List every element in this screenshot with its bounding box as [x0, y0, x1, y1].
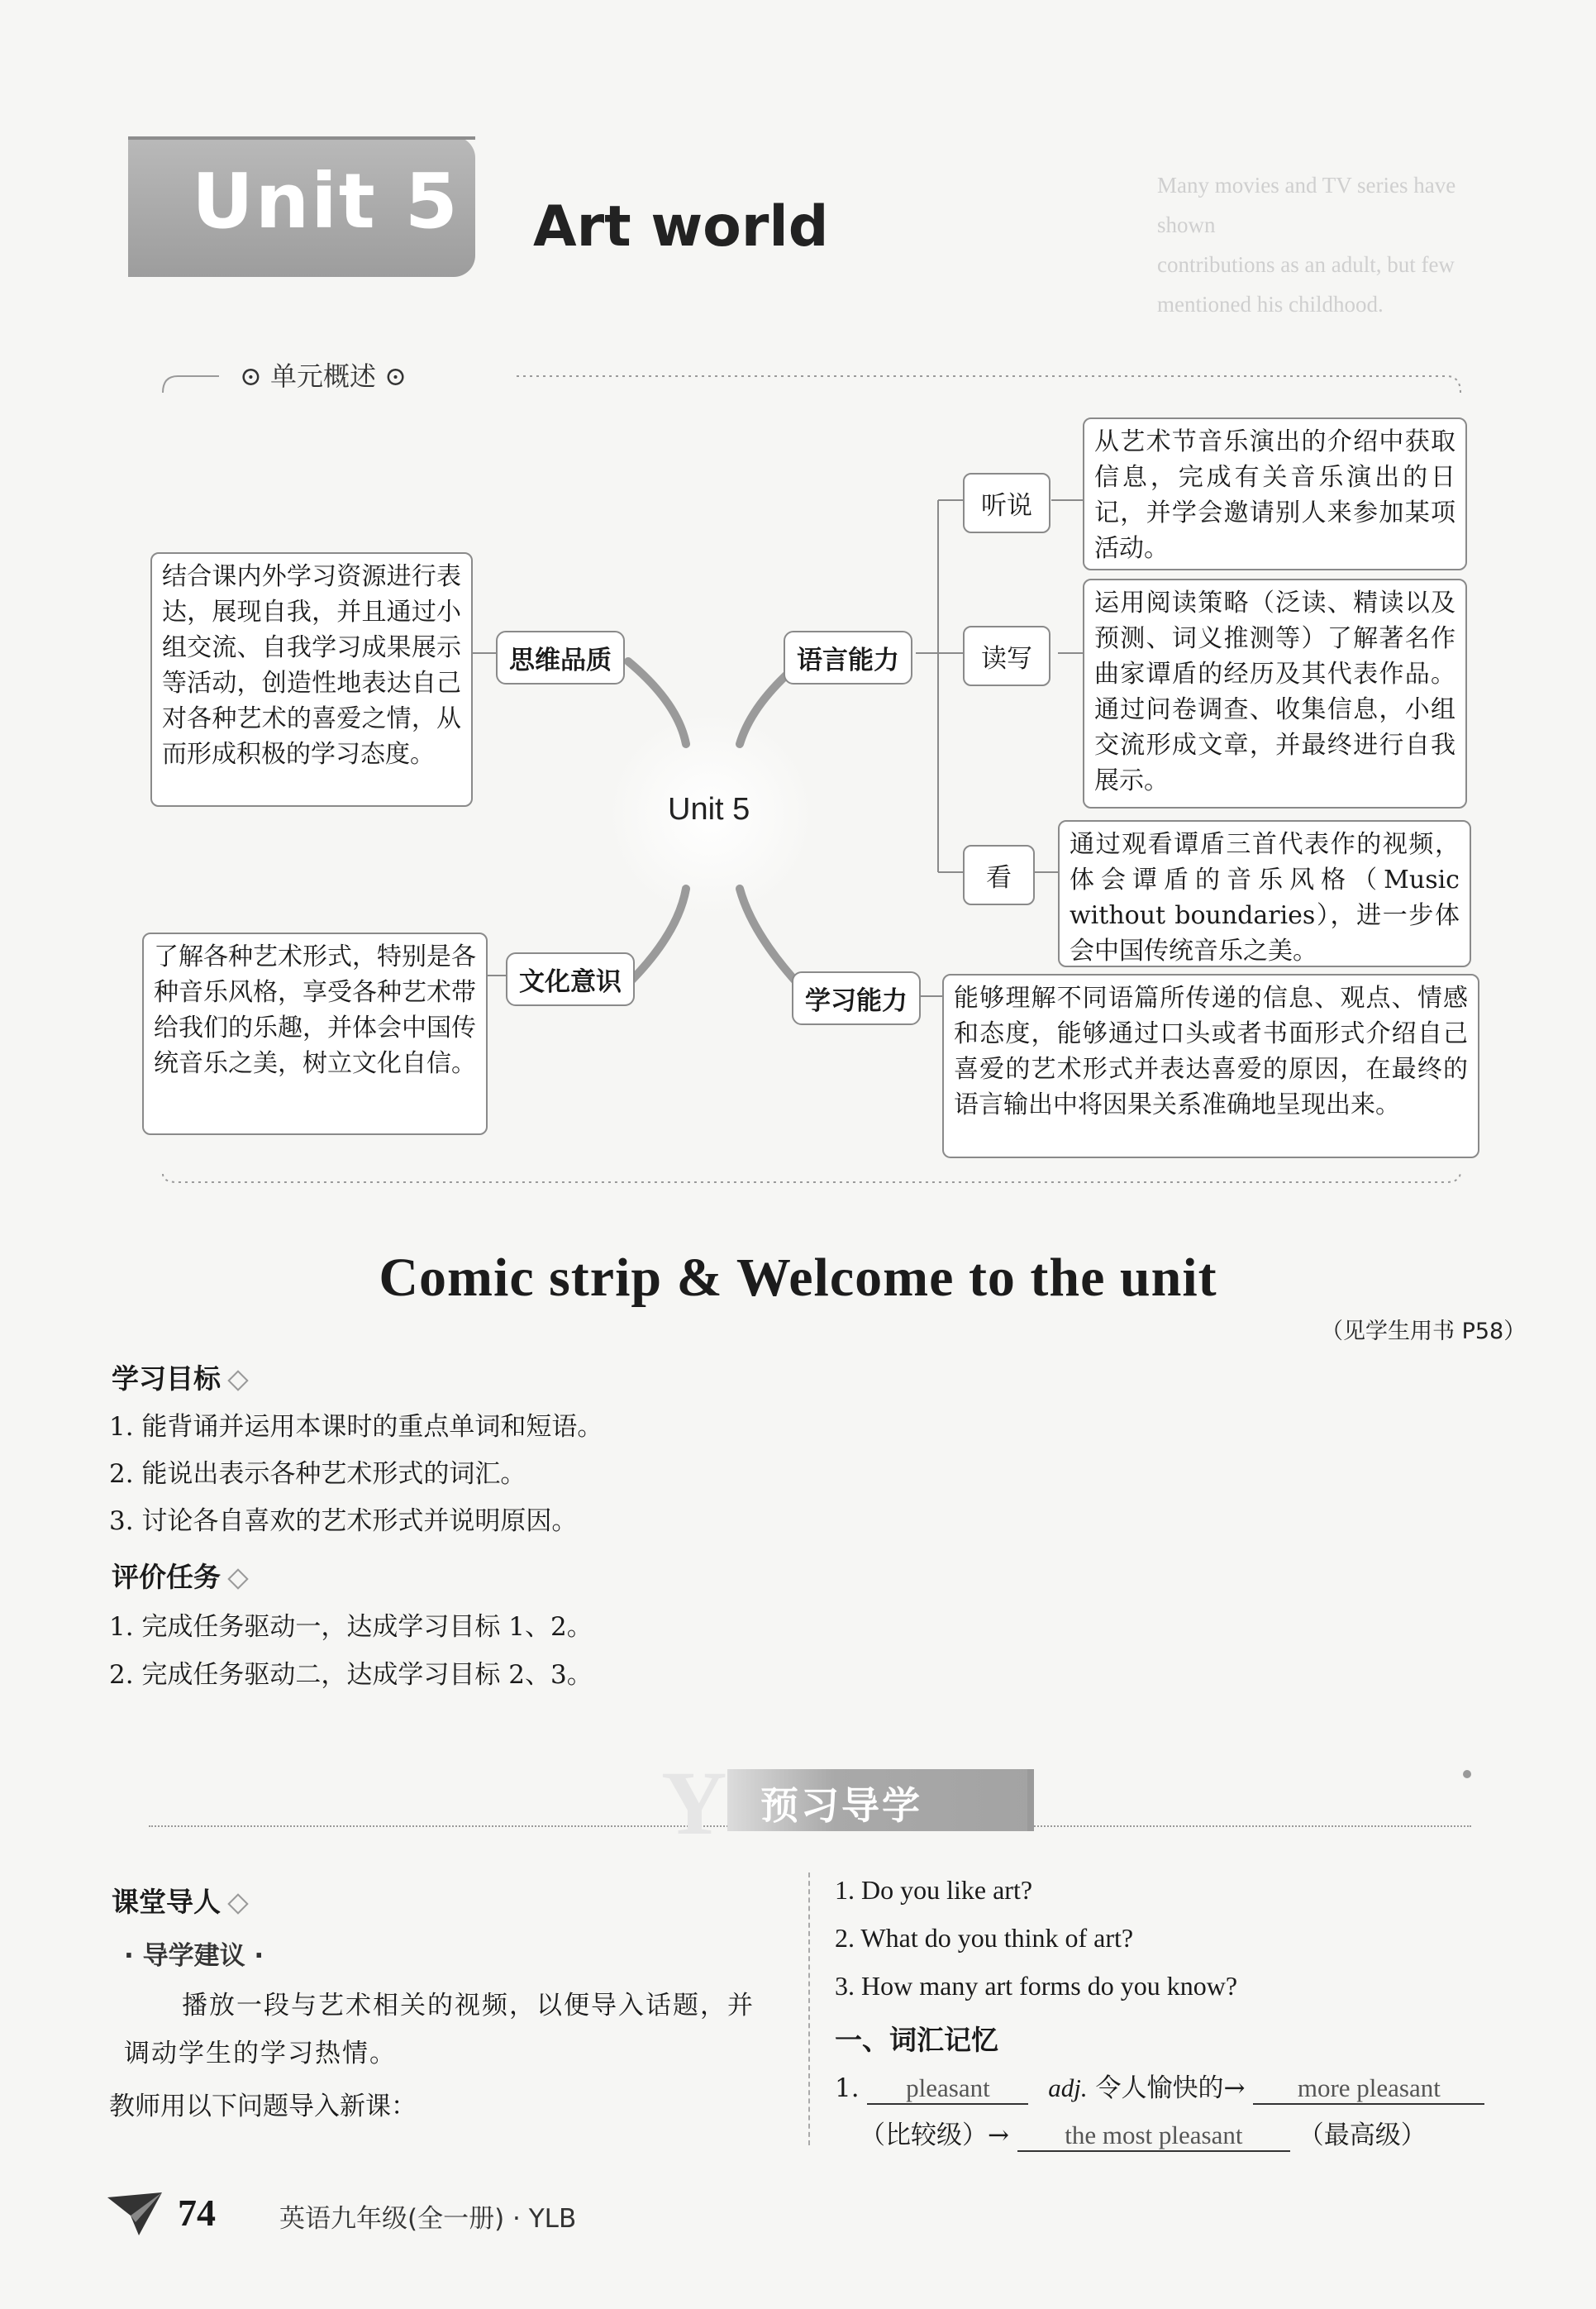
diamond-icon [227, 1893, 248, 1914]
banner-watermark-letter: Y [661, 1753, 727, 1853]
evaluation-tasks-heading: 评价任务 [112, 1556, 245, 1595]
banner-dot [1463, 1770, 1471, 1778]
task-item: 2. 完成任务驱动二，达成学习目标 2、3。 [109, 1660, 593, 1690]
reading-writing-box: 运用阅读策略（泛读、精读以及预测、词义推测等）了解著名作曲家谭盾的经历及其代表作品。通过问卷调查、收集信息，小组交流形成文章，并最终进行自我展示。 [1083, 579, 1467, 809]
listening-speaking-label: 听说 [963, 473, 1051, 533]
cultural-awareness-label: 文化意识 [506, 952, 635, 1006]
faded-background-text: Many movies and TV series have shown contributions as an adult, but few mentioned his childhood. [1157, 173, 1456, 317]
column-divider [808, 1872, 810, 2145]
diamond-icon [227, 1568, 248, 1589]
language-ability-label: 语言能力 [784, 631, 912, 685]
banner-bar [1027, 1769, 1034, 1831]
unit-title: Art world [533, 194, 829, 260]
vocab-item: 1. pleasant adj. 令人愉快的→ more pleasant [835, 2067, 1484, 2105]
viewing-box: 通过观看谭盾三首代表作的视频，体会谭盾的音乐风格（Music without boundaries），进一步体会中国传统音乐之美。 [1058, 820, 1471, 967]
learning-ability-box: 能够理解不同语篇所传递的信息、观点、情感和态度，能够通过口头或者书面形式介绍自己喜爱的艺术形式并表达喜爱的原因，在最终的语言输出中将因果关系准确地呈现出来。 [942, 974, 1479, 1158]
diamond-icon [227, 1370, 248, 1391]
vocab-blank-word[interactable]: pleasant [867, 2073, 1028, 2105]
paper-plane-icon [106, 2189, 164, 2239]
guidance-subheading: · 导学建议 · [124, 1941, 264, 1971]
intro-question: 1. Do you like art? [835, 1875, 1033, 1905]
preview-banner-title: 预习导学 [760, 1783, 922, 1828]
learning-ability-label: 学习能力 [792, 971, 921, 1025]
viewing-label: 看 [963, 845, 1035, 905]
lesson-title: Comic strip & Welcome to the unit [379, 1248, 1217, 1308]
thinking-quality-box: 结合课内外学习资源进行表达，展现自我，并且通过小组交流、自我学习成果展示等活动，创造性地表达自己对各种艺术的喜爱之情，从而形成积极的学习态度。 [150, 552, 473, 807]
circle-bullet-icon: ⊙ [384, 360, 407, 392]
vocab-blank-superlative[interactable]: the most pleasant [1017, 2121, 1290, 2152]
unit-number: Unit 5 [192, 157, 460, 246]
intro-question: 2. What do you think of art? [835, 1923, 1134, 1953]
thinking-quality-label: 思维品质 [496, 631, 625, 685]
guidance-paragraph-line: 调动学生的学习热情。 [124, 2039, 397, 2068]
vocab-memory-heading: 一、词汇记忆 [835, 2024, 998, 2056]
page-number: 74 [178, 2192, 216, 2234]
cultural-awareness-box: 了解各种艺术形式，特别是各种音乐风格，享受各种艺术带给我们的乐趣，并体会中国传统音乐之美，树立文化自信。 [142, 933, 488, 1135]
reading-writing-label: 读写 [963, 626, 1051, 686]
goal-item: 3. 讨论各自喜欢的艺术形式并说明原因。 [109, 1506, 578, 1536]
vocab-blank-comparative[interactable]: more pleasant [1253, 2073, 1484, 2105]
goal-item: 1. 能背诵并运用本课时的重点单词和短语。 [109, 1412, 603, 1442]
learning-goals-heading: 学习目标 [112, 1357, 245, 1396]
task-item: 1. 完成任务驱动一，达成学习目标 1、2。 [109, 1612, 593, 1642]
guidance-paragraph-line: 播放一段与艺术相关的视频，以便导入话题，并 [182, 1991, 755, 2020]
mindmap-center: Unit 5 [668, 792, 750, 827]
book-title: 英语九年级(全一册) · YLB [279, 2204, 577, 2234]
vocab-item-line2: （比较级）→ the most pleasant （最高级） [860, 2121, 1427, 2150]
goal-item: 2. 能说出表示各种艺术形式的词汇。 [109, 1459, 526, 1489]
intro-question: 3. How many art forms do you know? [835, 1971, 1238, 2001]
overview-title: ⊙ 单元概述 ⊙ [231, 355, 415, 394]
teacher-intro-text: 教师用以下问题导入新课： [109, 2092, 417, 2121]
listening-speaking-box: 从艺术节音乐演出的介绍中获取信息，完成有关音乐演出的日记，并学会邀请别人来参加某项活动。 [1083, 417, 1467, 570]
circle-bullet-icon: ⊙ [240, 360, 262, 392]
textbook-reference: （见学生用书 P58） [1321, 1319, 1527, 1344]
class-intro-heading: 课堂导人 [112, 1881, 245, 1920]
